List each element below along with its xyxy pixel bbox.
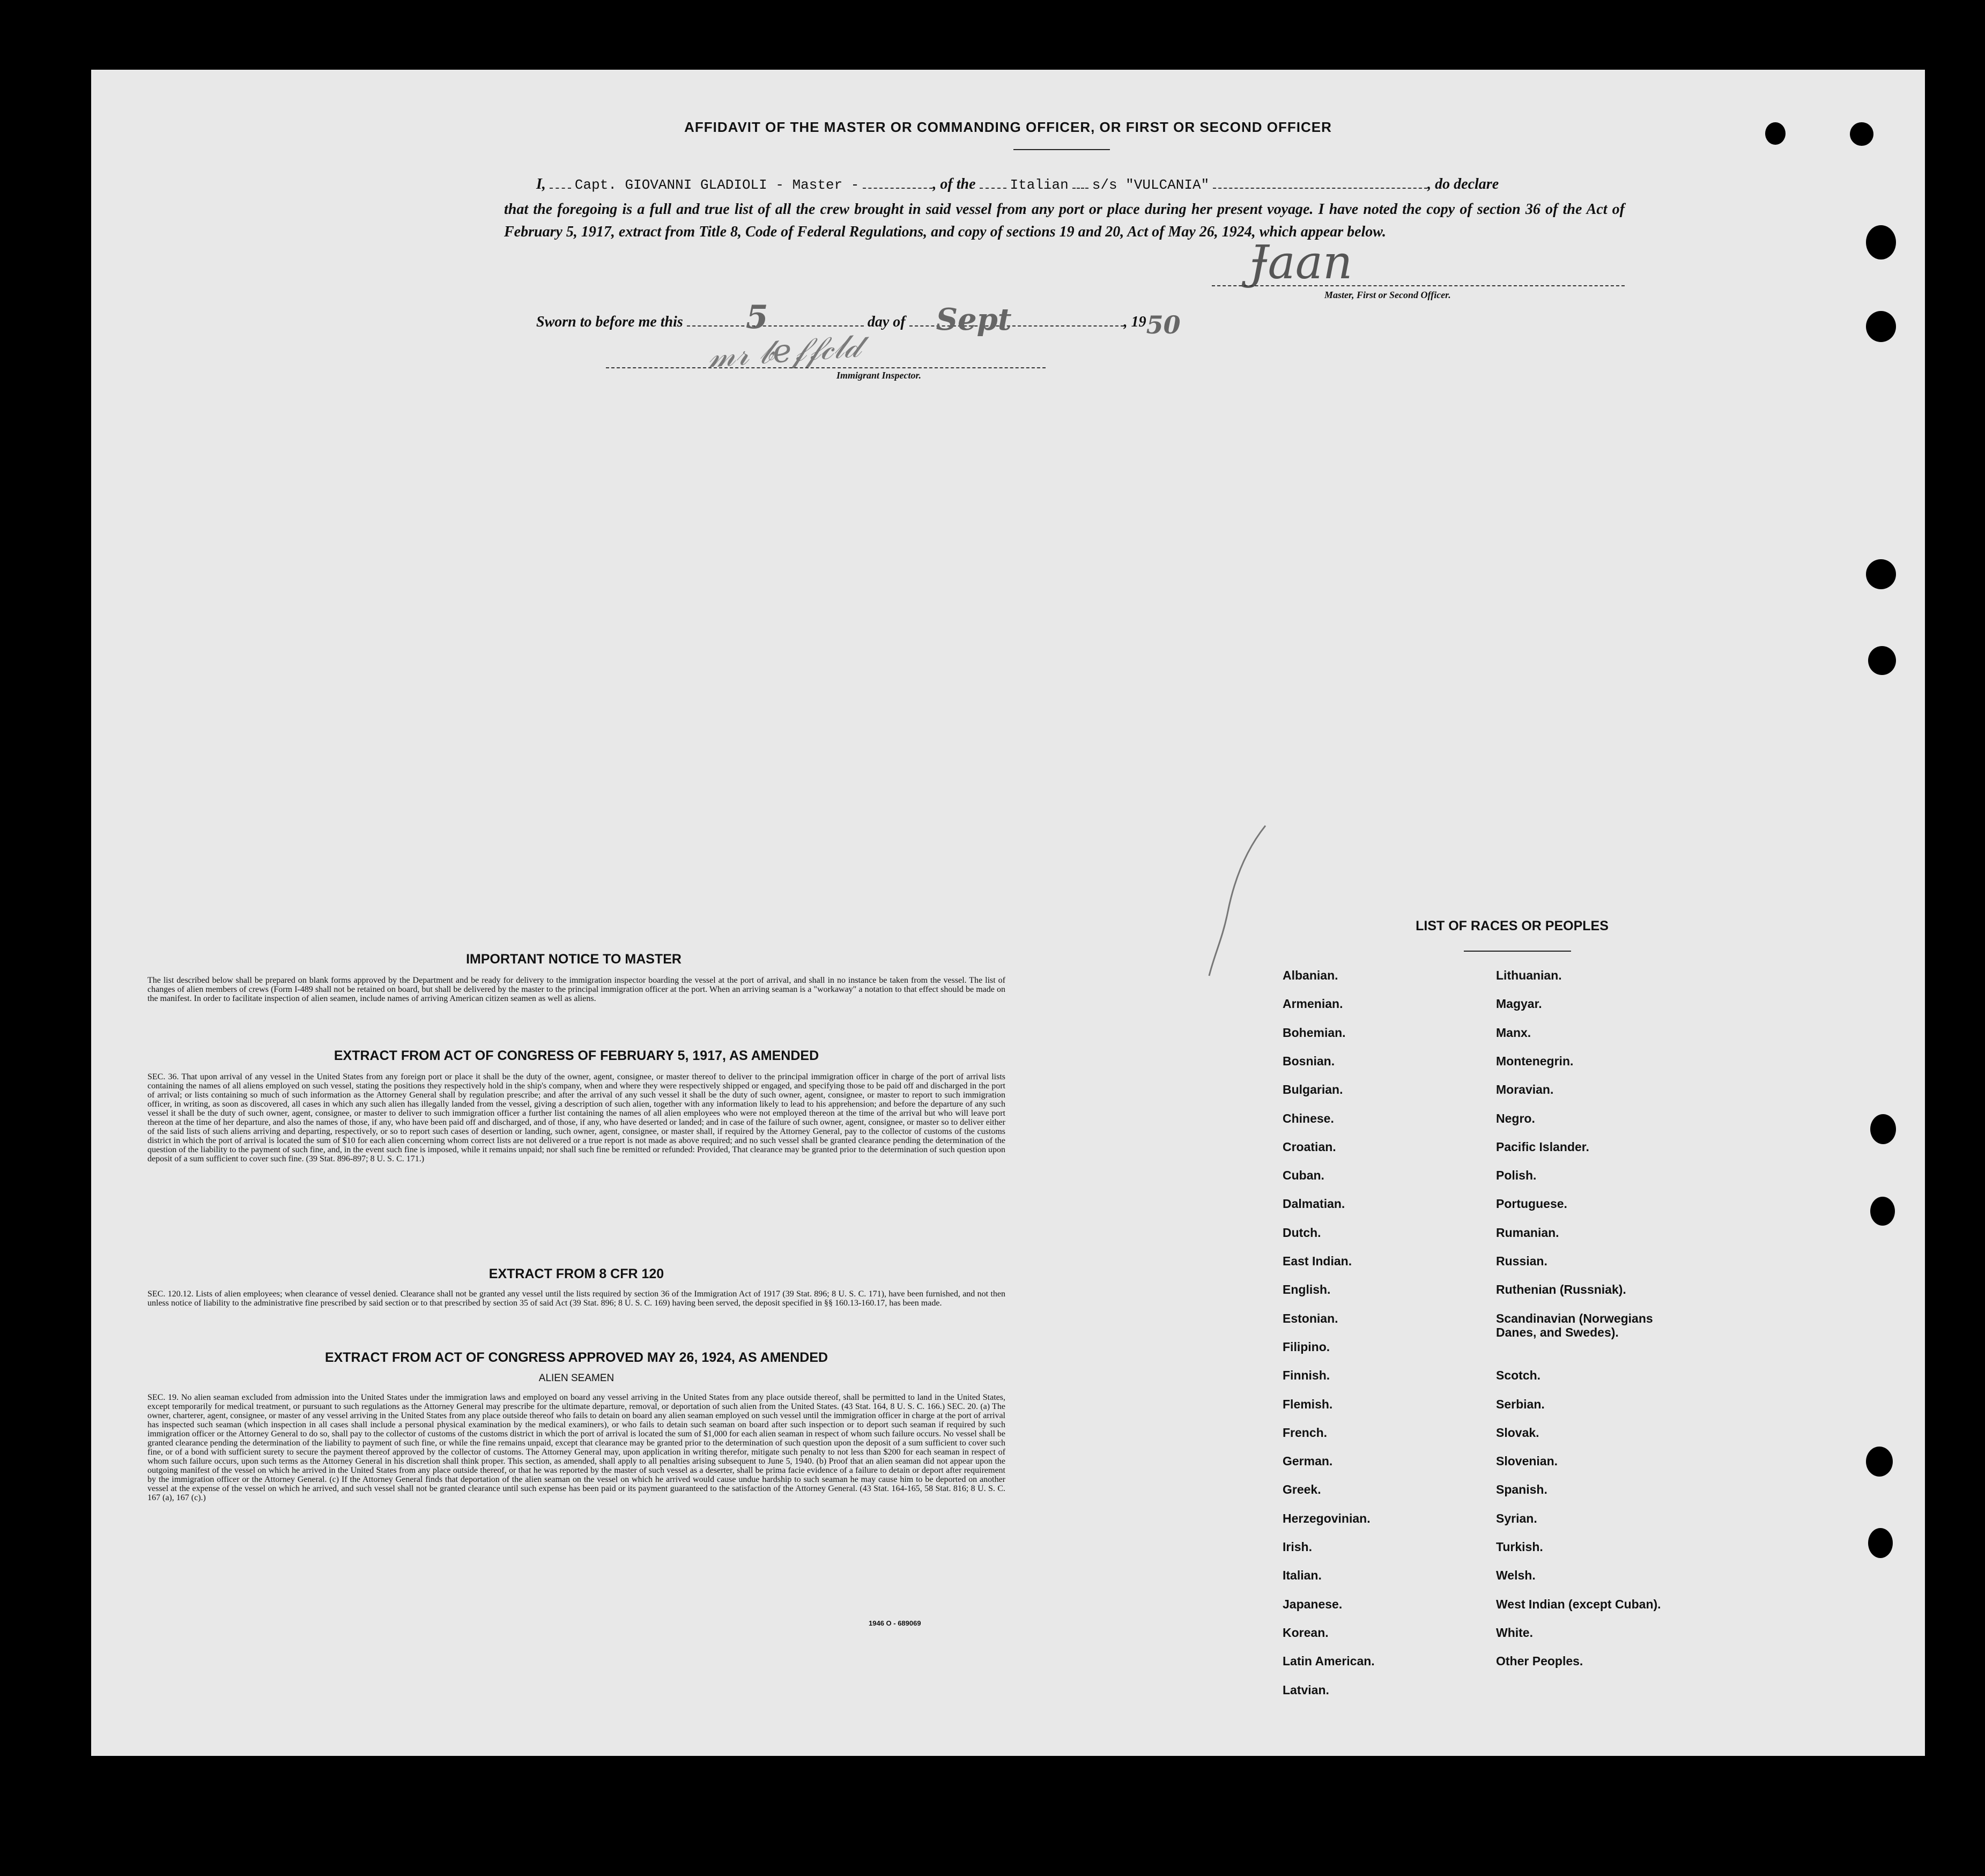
signature-line (1212, 285, 1625, 286)
binder-hole (1866, 559, 1896, 589)
signature-label: Master, First or Second Officer. (1324, 290, 1451, 300)
race-item: Latvian. (1283, 1682, 1329, 1697)
binder-hole (1850, 122, 1873, 146)
race-item: Flemish. (1283, 1397, 1333, 1411)
year-handwritten: 50 (1146, 310, 1181, 339)
race-item: Estonian. (1283, 1311, 1338, 1325)
race-item: Herzegovinian. (1283, 1511, 1371, 1525)
race-item: West Indian (except Cuban). (1496, 1597, 1661, 1611)
extract2-text: SEC. 120.12. Lists of alien employees; when clearance of vessel denied. Clearance shall not be granted any vessel until the lists required by section 36 of the Immigration Act of 1917 (39 Stat. 896; 8 U. S. C. 171), have been furnished, and not then unless notice of liability to the administrative fine prescribed by said section or to that prescribed by section 35 of said Act (39 Stat. 896; 8 U. S. C. 169) having been served, the deposit specified in §§ 160.13-160.17, has been made. (147, 1289, 1005, 1308)
of-the-text: , of the (932, 176, 976, 192)
race-item: Greek. (1283, 1482, 1321, 1497)
notice-text: The list described below shall be prepared on blank forms approved by the Department and be ready for delivery to the immigration inspector boarding the vessel at the port of arrival, and shall in no instance be taken from the vessel. The list of changes of alien members of crews (Form I-489 shall not be retained on board, but shall be delivered by the master to the principal immigration officer at the port. When an arriving seaman is a "workaway" a notation to that effect should be made on the manifest. In order to facilitate inspection of alien seamen, include names of arriving American citizen seamen as well as aliens. (147, 976, 1005, 1003)
print-code: 1946 O - 689069 (869, 1619, 921, 1627)
race-item: Negro. (1496, 1111, 1535, 1125)
race-item: Chinese. (1283, 1111, 1334, 1125)
race-item: Moravian. (1496, 1082, 1554, 1097)
race-item: Filipino. (1283, 1339, 1330, 1354)
binder-hole (1866, 311, 1896, 342)
extract3-text: SEC. 19. No alien seaman excluded from admission into the United States under the immigration laws and employed on board any vessel arriving in the United States from any place outside thereof, shall be permitted to land in the United States, except temporarily for medical treatment, or pursuant to such regulations as the Attorney General may prescribe for the ultimate departure, removal, or deportation of such alien from the United States. (43 Stat. 164, 8 U. S. C. 166.) SEC. 20. (a) The owner, charterer, agent, consignee, or master of any vessel arriving in the United States from any place outside thereof who fails to detain on board any alien seaman employed on such vessel until the immigration officer in charge at the port of arrival has inspected such seaman (which inspection in all cases shall include a personal physical examination by the medical examiners), or who fails to detain such seaman on board after such inspection or to deport such seaman if required by such immigration officer or the Attorney General to do so, shall pay to the collector of customs of the customs district in which the port of arrival is located the sum of $1,000 for each alien seaman in respect of whom such failure occurs. No vessel shall be granted clearance pending the determination of the liability to payment of such fine, or while the fine remains unpaid, except that clearance may be granted prior to the determination of such question upon the deposit of a sum sufficient to cover such fine, or of a bond with sufficient surety to secure the payment thereof approved by the collector of customs. The Attorney General may, upon application in writing therefor, mitigate such penalty to not less than $200 for each seaman in respect of whom such failure occurs, upon such terms as the Attorney General in his discretion shall think proper. This section, as amended, shall apply to all penalties arising subsequent to June 5, 1940. (b) Proof that an alien seaman did not appear upon the outgoing manifest of the vessel on which he arrived in the United States from any place outside thereof, or that he was reported by the master of such vessel as a deserter, shall be prima facie evidence of a failure to detain or deport after requirement by the immigration officer or the Attorney General. (c) If the Attorney General finds that deportation of the alien seaman on the vessel on which he arrived would cause undue hardship to such seaman he may cause him to be deported on another vessel at the expense of the vessel on which he arrived, and such vessel shall not be granted clearance until such expense has been paid or its payment guaranteed to the satisfaction of the Attorney General. (43 Stat. 164-165, 58 Stat. 816; 8 U. S. C. 167 (a), 167 (c).) (147, 1393, 1005, 1502)
race-item: Syrian. (1496, 1511, 1537, 1525)
declaration-body: that the foregoing is a full and true list of all the crew brought in said vessel from any port or place during her present voyage. I have noted the copy of section 36 of the Act of February 5, 1917, extract from Title 8, Code of Federal Regulations, and copy of sections 19 and 20, Act of May 26, 1924, which appear below. (504, 201, 1625, 240)
race-item: Albanian. (1283, 968, 1338, 982)
race-item: Pacific Islander. (1496, 1139, 1589, 1154)
race-item: Magyar. (1496, 997, 1542, 1011)
binder-hole (1868, 646, 1896, 675)
vessel-field: s/s "VULCANIA" (1092, 177, 1210, 193)
race-item: Montenegrin. (1496, 1054, 1574, 1068)
extract2-title: EXTRACT FROM 8 CFR 120 (488, 1266, 664, 1281)
race-item: Welsh. (1496, 1568, 1536, 1583)
inspector-label: Immigrant Inspector. (836, 370, 922, 381)
race-item: Lithuanian. (1496, 968, 1562, 982)
declaration-line (536, 176, 1625, 193)
race-item: Finnish. (1283, 1368, 1330, 1383)
nationality-field: Italian (1010, 177, 1069, 193)
race-item: Cuban. (1283, 1168, 1324, 1183)
day-handwritten: 5 (745, 299, 768, 336)
master-name-field: Capt. GIOVANNI GLADIOLI - Master - (574, 177, 860, 193)
year-prefix: , 19 (1123, 314, 1146, 330)
binder-hole (1870, 1197, 1895, 1226)
binder-hole (1870, 1114, 1896, 1144)
extract3-subtitle: ALIEN SEAMEN (538, 1373, 614, 1384)
race-item: East Indian. (1283, 1254, 1352, 1268)
race-item: Slovak. (1496, 1425, 1539, 1440)
race-item: Bosnian. (1283, 1054, 1335, 1068)
races-title: LIST OF RACES OR PEOPLES (1416, 918, 1609, 933)
race-item: Rumanian. (1496, 1225, 1559, 1240)
master-signature: Ɉaan (1249, 236, 1353, 290)
race-item: Scandinavian (Norwegians Danes, and Swedes). (1496, 1311, 1653, 1339)
race-item: White. (1496, 1625, 1533, 1640)
extract3-title: EXTRACT FROM ACT OF CONGRESS APPROVED MAY 26, 1924, AS AMENDED (324, 1350, 828, 1365)
declare-text: , do declare (1427, 176, 1499, 192)
affidavit-title: AFFIDAVIT OF THE MASTER OR COMMANDING OFFICER, OR FIRST OR SECOND OFFICER (684, 119, 1332, 135)
race-item: Japanese. (1283, 1597, 1343, 1611)
day-of-text: day of (867, 314, 906, 330)
binder-hole (1765, 122, 1786, 145)
inspector-signature: 𝓂𝓇 𝒷𝑒𝒻𝒻𝒸𝓁𝒹 (706, 327, 862, 375)
race-item: German. (1283, 1454, 1333, 1469)
binder-hole (1868, 1528, 1893, 1558)
race-item: Ruthenian (Russniak). (1496, 1282, 1626, 1297)
month-handwritten: Sept (936, 302, 1012, 337)
race-item: Dalmatian. (1283, 1197, 1345, 1211)
race-item: Irish. (1283, 1540, 1312, 1554)
race-item: Polish. (1496, 1168, 1537, 1183)
race-item: Bulgarian. (1283, 1082, 1343, 1097)
document-page (91, 70, 1925, 1756)
race-item: Slovenian. (1496, 1454, 1558, 1469)
notice-title: IMPORTANT NOTICE TO MASTER (466, 952, 682, 967)
inspector-line (606, 367, 1046, 368)
race-item: Italian. (1283, 1568, 1322, 1583)
intro-text: I, (536, 176, 546, 192)
race-item: Croatian. (1283, 1139, 1336, 1154)
race-item: Serbian. (1496, 1397, 1545, 1411)
race-item: Manx. (1496, 1025, 1531, 1040)
race-item: English. (1283, 1282, 1331, 1297)
race-item: Korean. (1283, 1625, 1329, 1640)
title-rule (1013, 149, 1110, 150)
race-item: Armenian. (1283, 997, 1343, 1011)
race-item: Turkish. (1496, 1540, 1543, 1554)
race-item: Russian. (1496, 1254, 1547, 1268)
extract1-title: EXTRACT FROM ACT OF CONGRESS OF FEBRUARY 5, 1917, AS AMENDED (334, 1048, 819, 1063)
binder-hole (1866, 1447, 1893, 1477)
races-title-rule (1464, 951, 1571, 952)
race-item: Latin American. (1283, 1654, 1375, 1669)
race-item: Spanish. (1496, 1482, 1547, 1497)
race-item: Bohemian. (1283, 1025, 1346, 1040)
race-item: Dutch. (1283, 1225, 1321, 1240)
race-item: Other Peoples. (1496, 1654, 1583, 1669)
sworn-text: Sworn to before me this (536, 314, 683, 330)
pen-mark (1206, 820, 1271, 981)
binder-hole (1866, 225, 1896, 259)
race-item: French. (1283, 1425, 1328, 1440)
race-item: Scotch. (1496, 1368, 1541, 1383)
extract1-text: SEC. 36. That upon arrival of any vessel in the United States from any foreign port or place it shall be the duty of the owner, agent, consignee, or master thereof to deliver to the principal immigration officer in charge of the port of arrival lists containing the names of all aliens employed on such vessel, stating the positions they respectively hold in the ship's company, when and where they were respectively shipped or engaged, and specifying those to be paid off and discharged in the port of arrival; or lists containing so much of such information as the Attorney General shall by regulation prescribe; and after the arrival of any such vessel it shall be the duty of such owner, agent, consignee, or master to report to such immigration officer, in writing, as soon as discovered, all cases in which any such alien has illegally landed from the vessel, giving a description of such alien, together with any information likely to lead to his apprehension; and before the departure of any such vessel it shall be the duty of such owner, agent, consignee, or master to deliver to such immigration officer a further list containing the names of all alien employees who were not employed thereon at the time of the arrival but who will leave port thereon at the time of her departure, and also the names of those, if any, who have been paid off and discharged, and of those, if any, who have deserted or landed; and in case of the failure of such owner, agent, consignee, or master so to deliver either of the said lists of such aliens arriving and departing, respectively, or so to report such cases of desertion or landing, such owner, agent, consignee, or master shall, if required by the Attorney General, pay to the collector of customs of the customs district in which the port of arrival is located the sum of $10 for each alien concerning whom correct lists are not delivered or a true report is not made as above required; and no such vessel shall be granted clearance pending the determination of the question of the liability to the payment of such fine, and, in the event such fine is imposed, while it remains unpaid; nor shall such fine be remitted or refunded: Provided, That clearance may be granted prior to the determination of such question upon deposit of a sum sufficient to cover such fine. (39 Stat. 896-897; 8 U. S. C. 171.) (147, 1072, 1005, 1163)
race-item: Portuguese. (1496, 1197, 1567, 1211)
